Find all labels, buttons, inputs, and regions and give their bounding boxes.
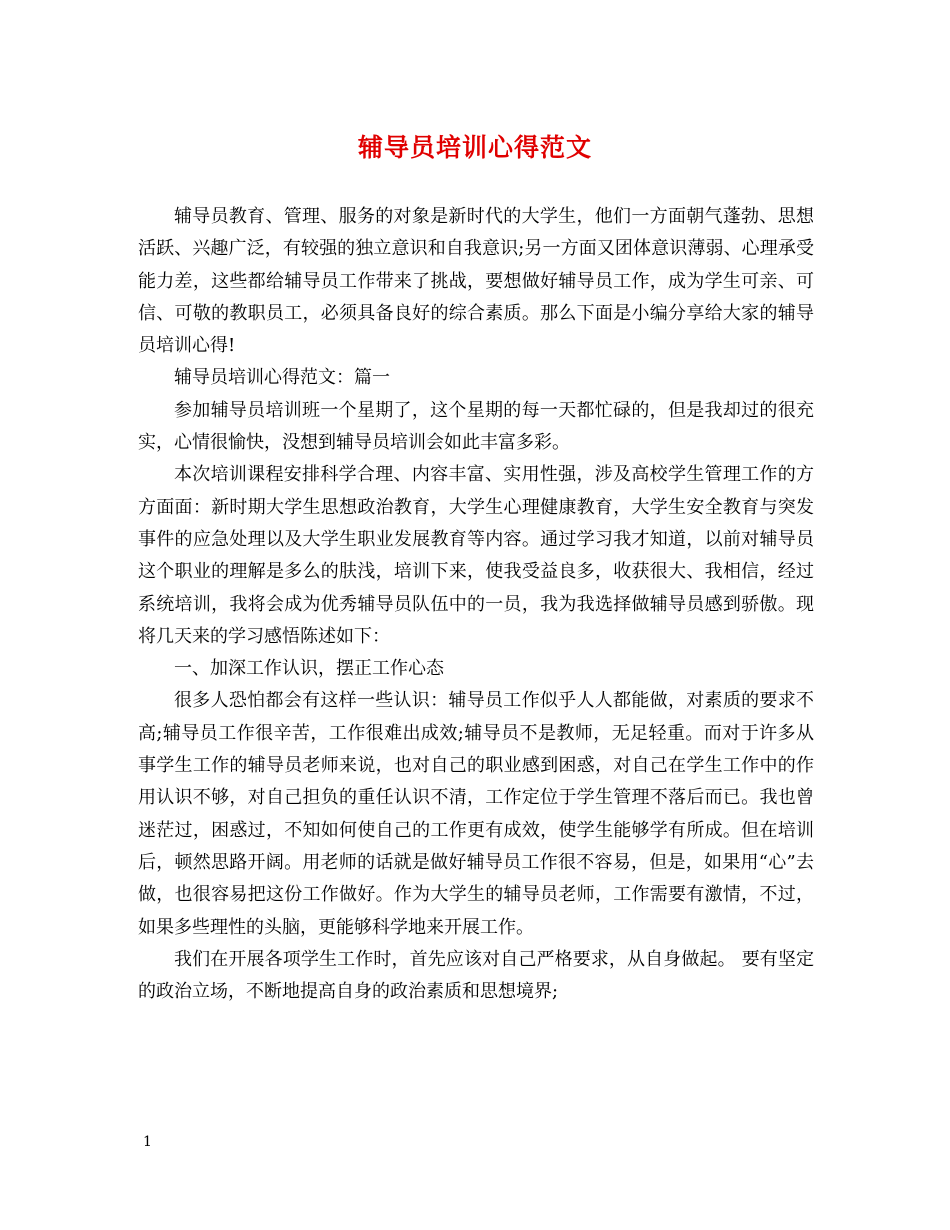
paragraph-course-arrangement: 本次培训课程安排科学合理、内容丰富、实用性强，涉及高校学生管理工作的方方面面：新时期大学生思想政治教育，大学生心理健康教育，大学生安全教育与突发事件的应急处理以及大学生职业发展教育等内容。通过学习我才知道，以前对辅导员这个职业的理解是多么的肤浅，培训下来，使我受益良多，收获很大、我相信，经过系统培训，我将会成为优秀辅导员队伍中的一员，我为我选择做辅导员感到骄傲。现将几天来的学习感悟陈述如下： bbox=[138, 464, 814, 647]
paragraph-self-requirement: 我们在开展各项学生工作时，首先应该对自己严格要求，从自身做起。 要有坚定的政治立场，不断地提高自身的政治素质和思想境界; bbox=[138, 948, 814, 1003]
document-title: 辅导员培训心得范文 bbox=[357, 133, 592, 162]
document-body bbox=[138, 201, 814, 1008]
paragraph-section-heading: 辅导员培训心得范文：篇一 bbox=[174, 367, 390, 389]
paragraph-intro: 辅导员教育、管理、服务的对象是新时代的大学生，他们一方面朝气蓬勃、思想活跃、兴趣广泛，有较强的独立意识和自我意识;另一方面又团体意识薄弱、心理承受能力差，这些都给辅导员工作带来了挑战，要想做好辅导员工作，成为学生可亲、可信、可敬的教职员工，必须具备良好的综合素质。那么下面是小编分享给大家的辅导员培训心得! bbox=[138, 206, 814, 357]
paragraph-work-understanding: 很多人恐怕都会有这样一些认识：辅导员工作似乎人人都能做，对素质的要求不高;辅导员工作很辛苦，工作很难出成效;辅导员不是教师，无足轻重。而对于许多从事学生工作的辅导员老师来说，也对自己的职业感到困惑，对自己在学生工作中的作用认识不够，对自己担负的重任认识不清，工作定位于学生管理不落后而已。我也曾迷茫过，困惑过，不知如何使自己的工作更有成效，使学生能够学有所成。但在培训后，顿然思路开阔。用老师的话就是做好辅导员工作很不容易，但是，如果用“心”去做，也很容易把这份工作做好。作为大学生的辅导员老师，工作需要有激情，不过，如果多些理性的头脑，更能够科学地来开展工作。 bbox=[138, 690, 814, 938]
paragraph-subheading-one: 一、加深工作认识，摆正工作心态 bbox=[174, 658, 444, 680]
page-number: 1 bbox=[143, 1134, 152, 1150]
paragraph-training-week: 参加辅导员培训班一个星期了，这个星期的每一天都忙碌的，但是我却过的很充实，心情很愉快，没想到辅导员培训会如此丰富多彩。 bbox=[138, 399, 814, 454]
